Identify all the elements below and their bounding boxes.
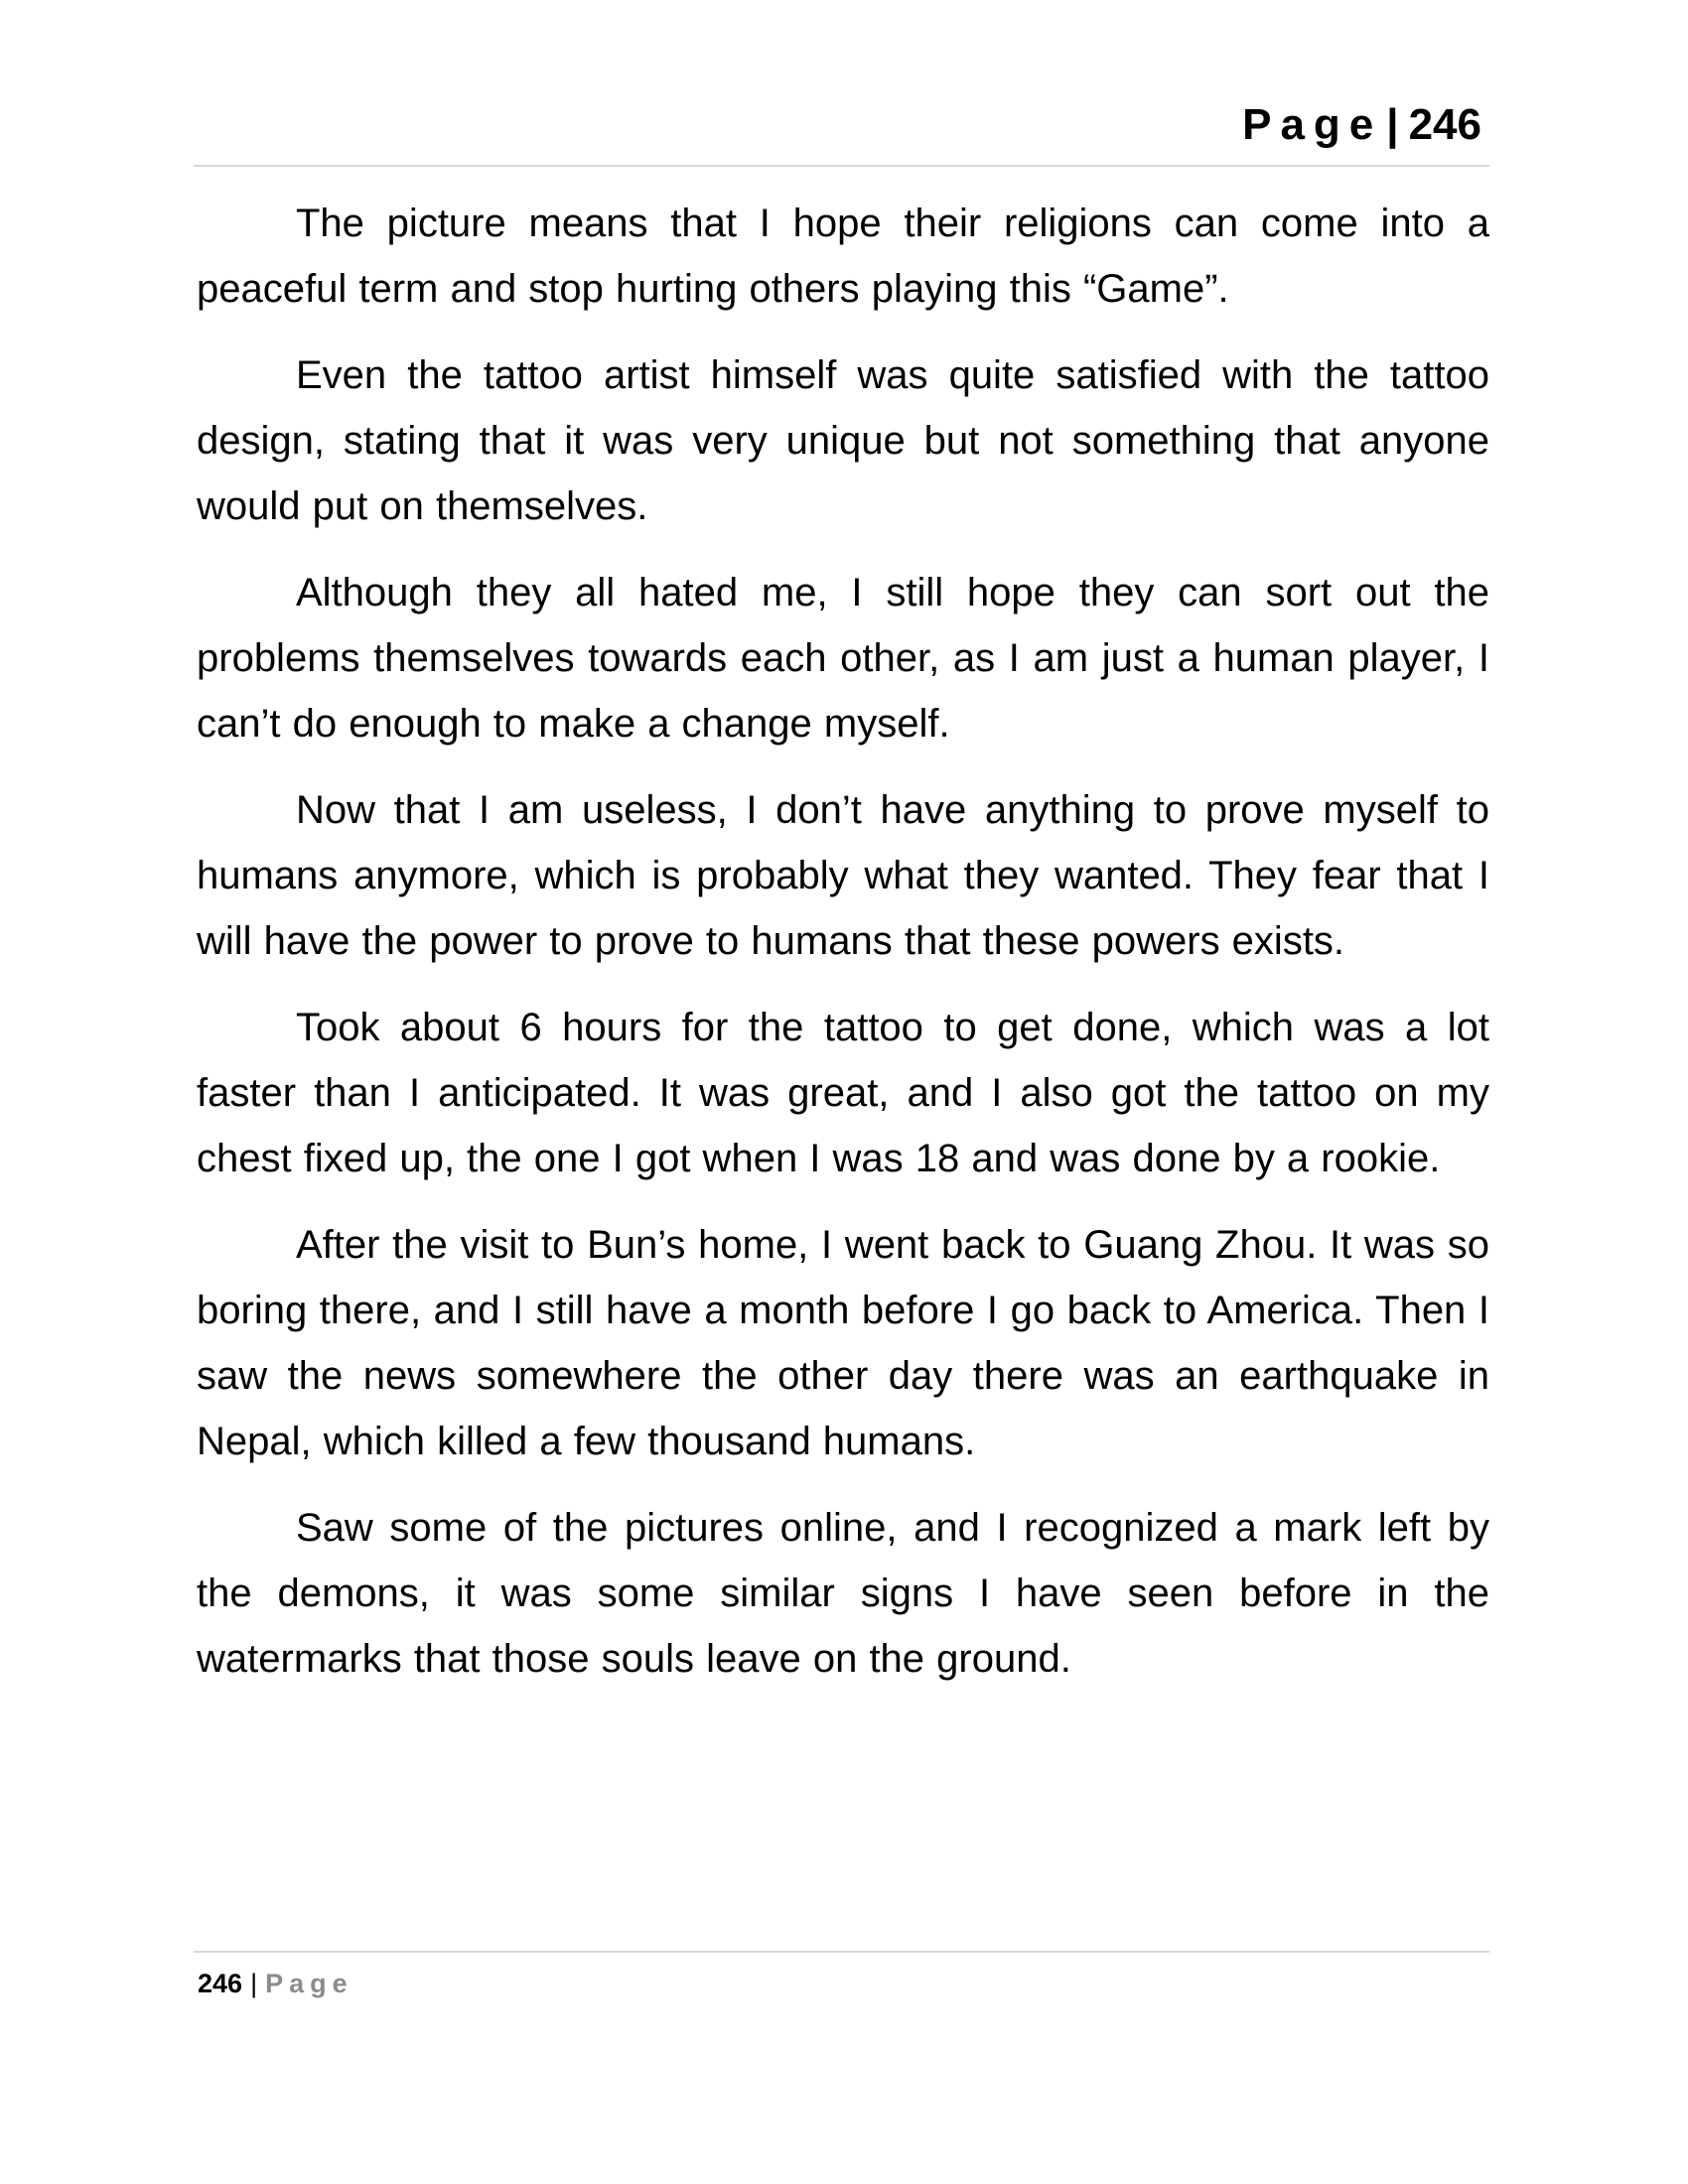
paragraph: After the visit to Bun’s home, I went back to Guang Zhou. It was so boring there, and I still have a month before I go back to America. Then I saw the news somewhere the other day there was an earthquake in Nepal, which killed a few thousand humans. bbox=[197, 1223, 1489, 1463]
header-page-indicator bbox=[1242, 100, 1481, 149]
header-page-label: Page bbox=[1242, 100, 1383, 149]
paragraph: The picture means that I hope their religions can come into a peaceful term and stop hurting others playing this “Game”. bbox=[197, 202, 1489, 311]
paragraph: Although they all hated me, I still hope they can sort out the problems themselves towards each other, as I am just a human player, I can’t do enough to make a change myself. bbox=[197, 571, 1489, 746]
paragraph: Saw some of the pictures online, and I recognized a mark left by the demons, it was some similar signs I have seen before in the watermarks that those souls leave on the ground. bbox=[197, 1506, 1489, 1681]
footer-separator: | bbox=[250, 1969, 258, 1998]
header-separator: | bbox=[1386, 100, 1399, 149]
footer-page-indicator bbox=[198, 1971, 353, 1997]
body-text bbox=[197, 191, 1489, 1712]
page-header bbox=[194, 99, 1489, 167]
paragraph: Even the tattoo artist himself was quite satisfied with the tattoo design, stating that it was very unique but not something that anyone would put on themselves. bbox=[197, 353, 1489, 528]
page-footer bbox=[194, 1951, 1489, 2012]
footer-page-number: 246 bbox=[198, 1969, 243, 1998]
paragraph: Now that I am useless, I don’t have anything to prove myself to humans anymore, which is probably what they wanted. They fear that I will have the power to prove to humans that these powers exists. bbox=[197, 788, 1489, 963]
paragraph: Took about 6 hours for the tattoo to get done, which was a lot faster than I anticipated. It was great, and I also got the tattoo on my chest fixed up, the one I got when I was 18 and was done by a rookie. bbox=[197, 1006, 1489, 1180]
header-page-number: 246 bbox=[1408, 100, 1481, 149]
footer-page-label: Page bbox=[265, 1969, 353, 1998]
